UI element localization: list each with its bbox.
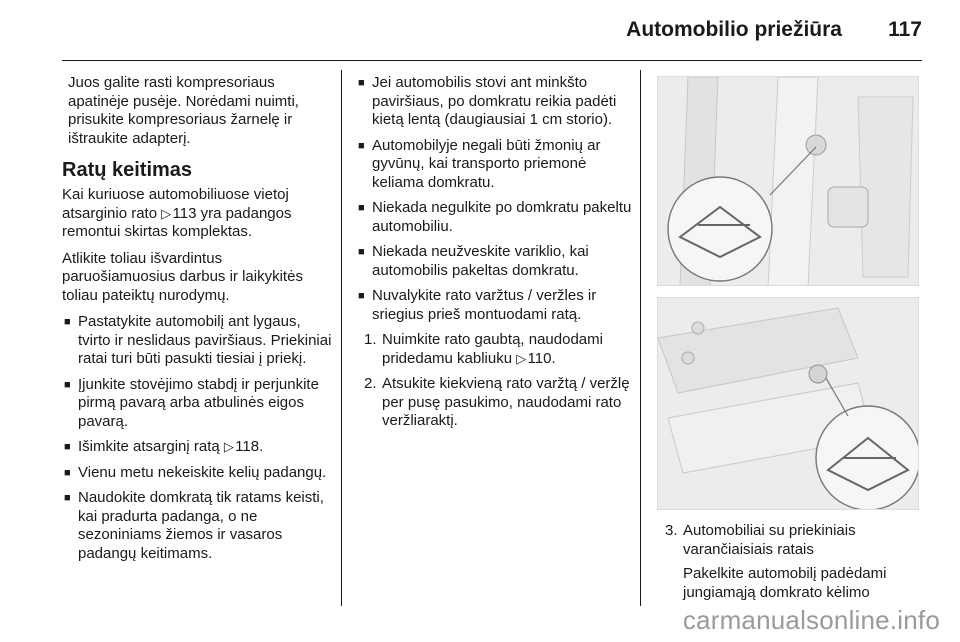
safety-list bbox=[356, 74, 634, 324]
paragraph-preparation: Atlikite toliau išvardintus paruošiamuosius darbus ir laikykitės toliau pateiktų nurodymų. bbox=[62, 249, 303, 304]
step-detail: Pakelkite automobilį padėdami jungiamąją domkrato kėlimo bbox=[683, 565, 887, 601]
page-title: Automobilio priežiūra bbox=[626, 18, 842, 41]
bullet-square-icon: ■ bbox=[358, 246, 365, 258]
jack-point-illustration-top bbox=[657, 76, 919, 286]
page-reference-link[interactable]: 118 bbox=[235, 438, 260, 455]
page-reference-arrow-icon: ▷ bbox=[223, 439, 234, 454]
jack-point-illustration-bottom bbox=[657, 297, 919, 510]
page-header bbox=[0, 0, 960, 62]
page-reference-arrow-icon: ▷ bbox=[161, 205, 172, 221]
page-reference-link[interactable]: 113 bbox=[172, 204, 197, 222]
steps-list bbox=[356, 331, 634, 431]
bullet-square-icon: ■ bbox=[64, 378, 71, 391]
list-item: ■ Vienu metu nekeiskite kelių padangų. bbox=[64, 463, 327, 481]
bullet-square-icon: ■ bbox=[358, 77, 365, 89]
step-number: 2. bbox=[364, 375, 377, 392]
list-item: ■ Jei automobilis stovi ant minkšto paviršiaus, po domkratu reikia padėti kietą lentą (daugiausiai 1 cm storio). bbox=[358, 74, 617, 128]
list-item: ■ Naudokite domkratą tik ratams keisti, kai pradurta padanga, o ne sezoniniams žiemos ir vasaros padangų keitimams. bbox=[64, 489, 324, 562]
intro-paragraph: Juos galite rasti kompresoriaus apatinėje pusėje. Norėdami nuimti, prisukite kompresoriaus žarnelę ir ištraukite adapterį. bbox=[68, 74, 299, 147]
column-middle bbox=[356, 74, 634, 438]
column-left bbox=[62, 74, 334, 570]
paragraph-spare-wheel: Kai kuriuose automobiliuose vietoj atsarginio rato ▷ 113 yra padangos remontui skirtas komplektas. bbox=[62, 186, 292, 240]
column-right bbox=[657, 518, 919, 609]
list-item: ■ Niekada negulkite po domkratu pakeltu automobiliu. bbox=[358, 199, 632, 235]
page-reference-link[interactable]: 110 bbox=[527, 349, 552, 367]
step-item: 3. Automobiliai su priekiniais varančiaisiais ratais Pakelkite automobilį padėdami jungiamąją domkrato kėlimo bbox=[657, 522, 919, 602]
column-divider-1 bbox=[341, 70, 342, 606]
list-item: ■ Nuvalykite rato varžtus / veržles ir sriegius prieš montuodami ratą. bbox=[358, 287, 597, 323]
jack-point-drawing bbox=[658, 298, 919, 510]
page-reference-arrow-icon: ▷ bbox=[516, 350, 527, 366]
jack-point-drawing bbox=[658, 77, 919, 286]
step-number: 3. bbox=[665, 522, 678, 539]
list-item: ■ Išimkite atsarginį ratą ▷ 118. bbox=[64, 438, 264, 455]
bullet-square-icon: ■ bbox=[358, 290, 365, 302]
step-item: 1. Nuimkite rato gaubtą, naudodami pridedamu kabliuku ▷ 110. bbox=[364, 331, 603, 367]
step-number: 1. bbox=[364, 331, 377, 348]
bullet-square-icon: ■ bbox=[64, 441, 71, 453]
bullet-square-icon: ■ bbox=[358, 202, 365, 214]
watermark: carmanualsonline.info bbox=[682, 605, 940, 635]
list-item: ■ Niekada neužveskite variklio, kai automobilis pakeltas domkratu. bbox=[358, 243, 589, 279]
list-item: ■ Automobilyje negali būti žmonių ar gyvūnų, kai transporto priemonė keliama domkratu. bbox=[358, 136, 601, 191]
bullet-square-icon: ■ bbox=[358, 139, 365, 152]
step-item: 2. Atsukite kiekvieną rato varžtą / veržlę per pusę pasukimo, naudodami rato veržliaraktį. bbox=[364, 375, 630, 429]
section-heading: Ratų keitimas bbox=[62, 159, 193, 181]
bullet-square-icon: ■ bbox=[64, 492, 71, 504]
steps-list bbox=[657, 522, 919, 602]
column-divider-2 bbox=[640, 70, 641, 606]
page-number: 117 bbox=[888, 18, 922, 41]
list-item: ■ Įjunkite stovėjimo stabdį ir perjunkite pirmą pavarą arba atbulinės eigos pavarą. bbox=[64, 375, 319, 430]
preparation-list bbox=[62, 313, 334, 563]
list-item: ■ Pastatykite automobilį ant lygaus, tvirto ir neslidaus paviršiaus. Priekiniai ratai turi būti pasukti tiesiai į priekį. bbox=[64, 313, 332, 367]
bullet-square-icon: ■ bbox=[64, 466, 71, 479]
header-divider bbox=[62, 60, 922, 61]
bullet-square-icon: ■ bbox=[64, 316, 71, 328]
